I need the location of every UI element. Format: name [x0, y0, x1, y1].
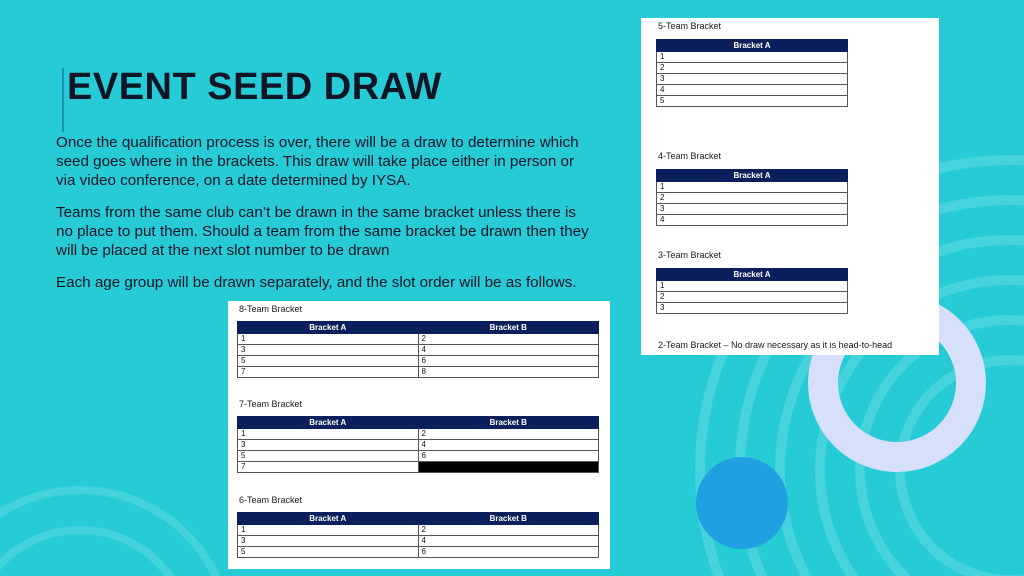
cell: 5: [238, 356, 419, 367]
cell: 1: [238, 525, 419, 536]
cell: 3: [657, 74, 848, 85]
table-row: [238, 462, 599, 473]
cell: 4: [418, 440, 599, 451]
table-row: [238, 367, 599, 378]
table-row: [657, 85, 848, 96]
bracket-panel-left: [228, 301, 610, 569]
cell: 4: [657, 85, 848, 96]
cell: 3: [238, 440, 419, 451]
cell: 3: [238, 345, 419, 356]
label-6-team: 6-Team Bracket: [239, 495, 303, 505]
header-bracket-b: Bracket B: [418, 322, 599, 334]
table-6-team: [237, 512, 599, 558]
table-row: [657, 52, 848, 63]
cell: 4: [657, 215, 848, 226]
table-row: [657, 193, 848, 204]
table-row: [657, 292, 848, 303]
table-row: [238, 547, 599, 558]
cell: 1: [238, 334, 419, 345]
dot-decoration: [696, 457, 788, 549]
table-row: [238, 525, 599, 536]
header-bracket-a: Bracket A: [238, 322, 419, 334]
cell: 3: [238, 536, 419, 547]
cell: 5: [238, 451, 419, 462]
cell: 1: [238, 429, 419, 440]
table-row: [657, 96, 848, 107]
title-accent-bar: [62, 68, 64, 132]
header-bracket-b: Bracket B: [418, 417, 599, 429]
cell: 3: [657, 303, 848, 314]
blank-slot-cell: [418, 462, 599, 473]
table-8-team: [237, 321, 599, 378]
header-bracket-a: Bracket A: [238, 513, 419, 525]
cell: 1: [657, 52, 848, 63]
left-arcs: [0, 490, 230, 576]
cell: 2: [418, 334, 599, 345]
table-row: [657, 281, 848, 292]
table-row: [657, 63, 848, 74]
table-4-team: [656, 169, 848, 226]
table-row: [238, 345, 599, 356]
header-bracket-a: Bracket A: [657, 170, 848, 182]
cell: 2: [657, 292, 848, 303]
label-7-team: 7-Team Bracket: [239, 399, 303, 409]
cell: 3: [657, 204, 848, 215]
table-row: [238, 440, 599, 451]
cell: 1: [657, 281, 848, 292]
label-5-team: 5-Team Bracket: [658, 21, 722, 31]
cell: 2: [418, 525, 599, 536]
table-row: [657, 303, 848, 314]
table-row: [238, 334, 599, 345]
cell: 6: [418, 451, 599, 462]
paragraph-slot-order: Each age group will be drawn separately, and the slot order will be as follows.: [56, 274, 577, 291]
cell: 8: [418, 367, 599, 378]
cell: 2: [657, 193, 848, 204]
header-bracket-a: Bracket A: [657, 40, 848, 52]
label-3-team: 3-Team Bracket: [658, 250, 722, 260]
cell: 2: [657, 63, 848, 74]
table-5-team: [656, 39, 848, 107]
label-8-team: 8-Team Bracket: [239, 304, 303, 314]
cell: 2: [418, 429, 599, 440]
cell: 5: [657, 96, 848, 107]
cell: 6: [418, 356, 599, 367]
table-row: [238, 536, 599, 547]
cell: 5: [238, 547, 419, 558]
page-title: EVENT SEED DRAW: [67, 66, 442, 108]
paragraph-qualification: Once the qualification process is over, there will be a draw to determine which seed goes where in the brackets. This draw will take place either in person or via video conference, on a date determined by IYSA.: [56, 134, 579, 189]
header-bracket-b: Bracket B: [418, 513, 599, 525]
cell: 4: [418, 536, 599, 547]
header-bracket-a: Bracket A: [657, 269, 848, 281]
table-row: [657, 204, 848, 215]
cell: 7: [238, 462, 419, 473]
table-row: [238, 356, 599, 367]
paragraph-same-club: Teams from the same club can’t be drawn in the same bracket unless there is no place to put them. Should a team from the same bracket be drawn then they will be placed at the next slot number to be drawn: [56, 204, 589, 259]
table-7-team: [237, 416, 599, 473]
table-row: [238, 429, 599, 440]
label-4-team: 4-Team Bracket: [658, 151, 722, 161]
table-3-team: [656, 268, 848, 314]
cell: 1: [657, 182, 848, 193]
table-row: [657, 215, 848, 226]
cell: 7: [238, 367, 419, 378]
table-row: [657, 74, 848, 85]
label-2-team: 2-Team Bracket – No draw necessary as it is head-to-head: [658, 340, 893, 350]
table-row: [238, 451, 599, 462]
cell: 6: [418, 547, 599, 558]
cell: 4: [418, 345, 599, 356]
header-bracket-a: Bracket A: [238, 417, 419, 429]
table-row: [657, 182, 848, 193]
bracket-panel-right: [641, 18, 939, 355]
